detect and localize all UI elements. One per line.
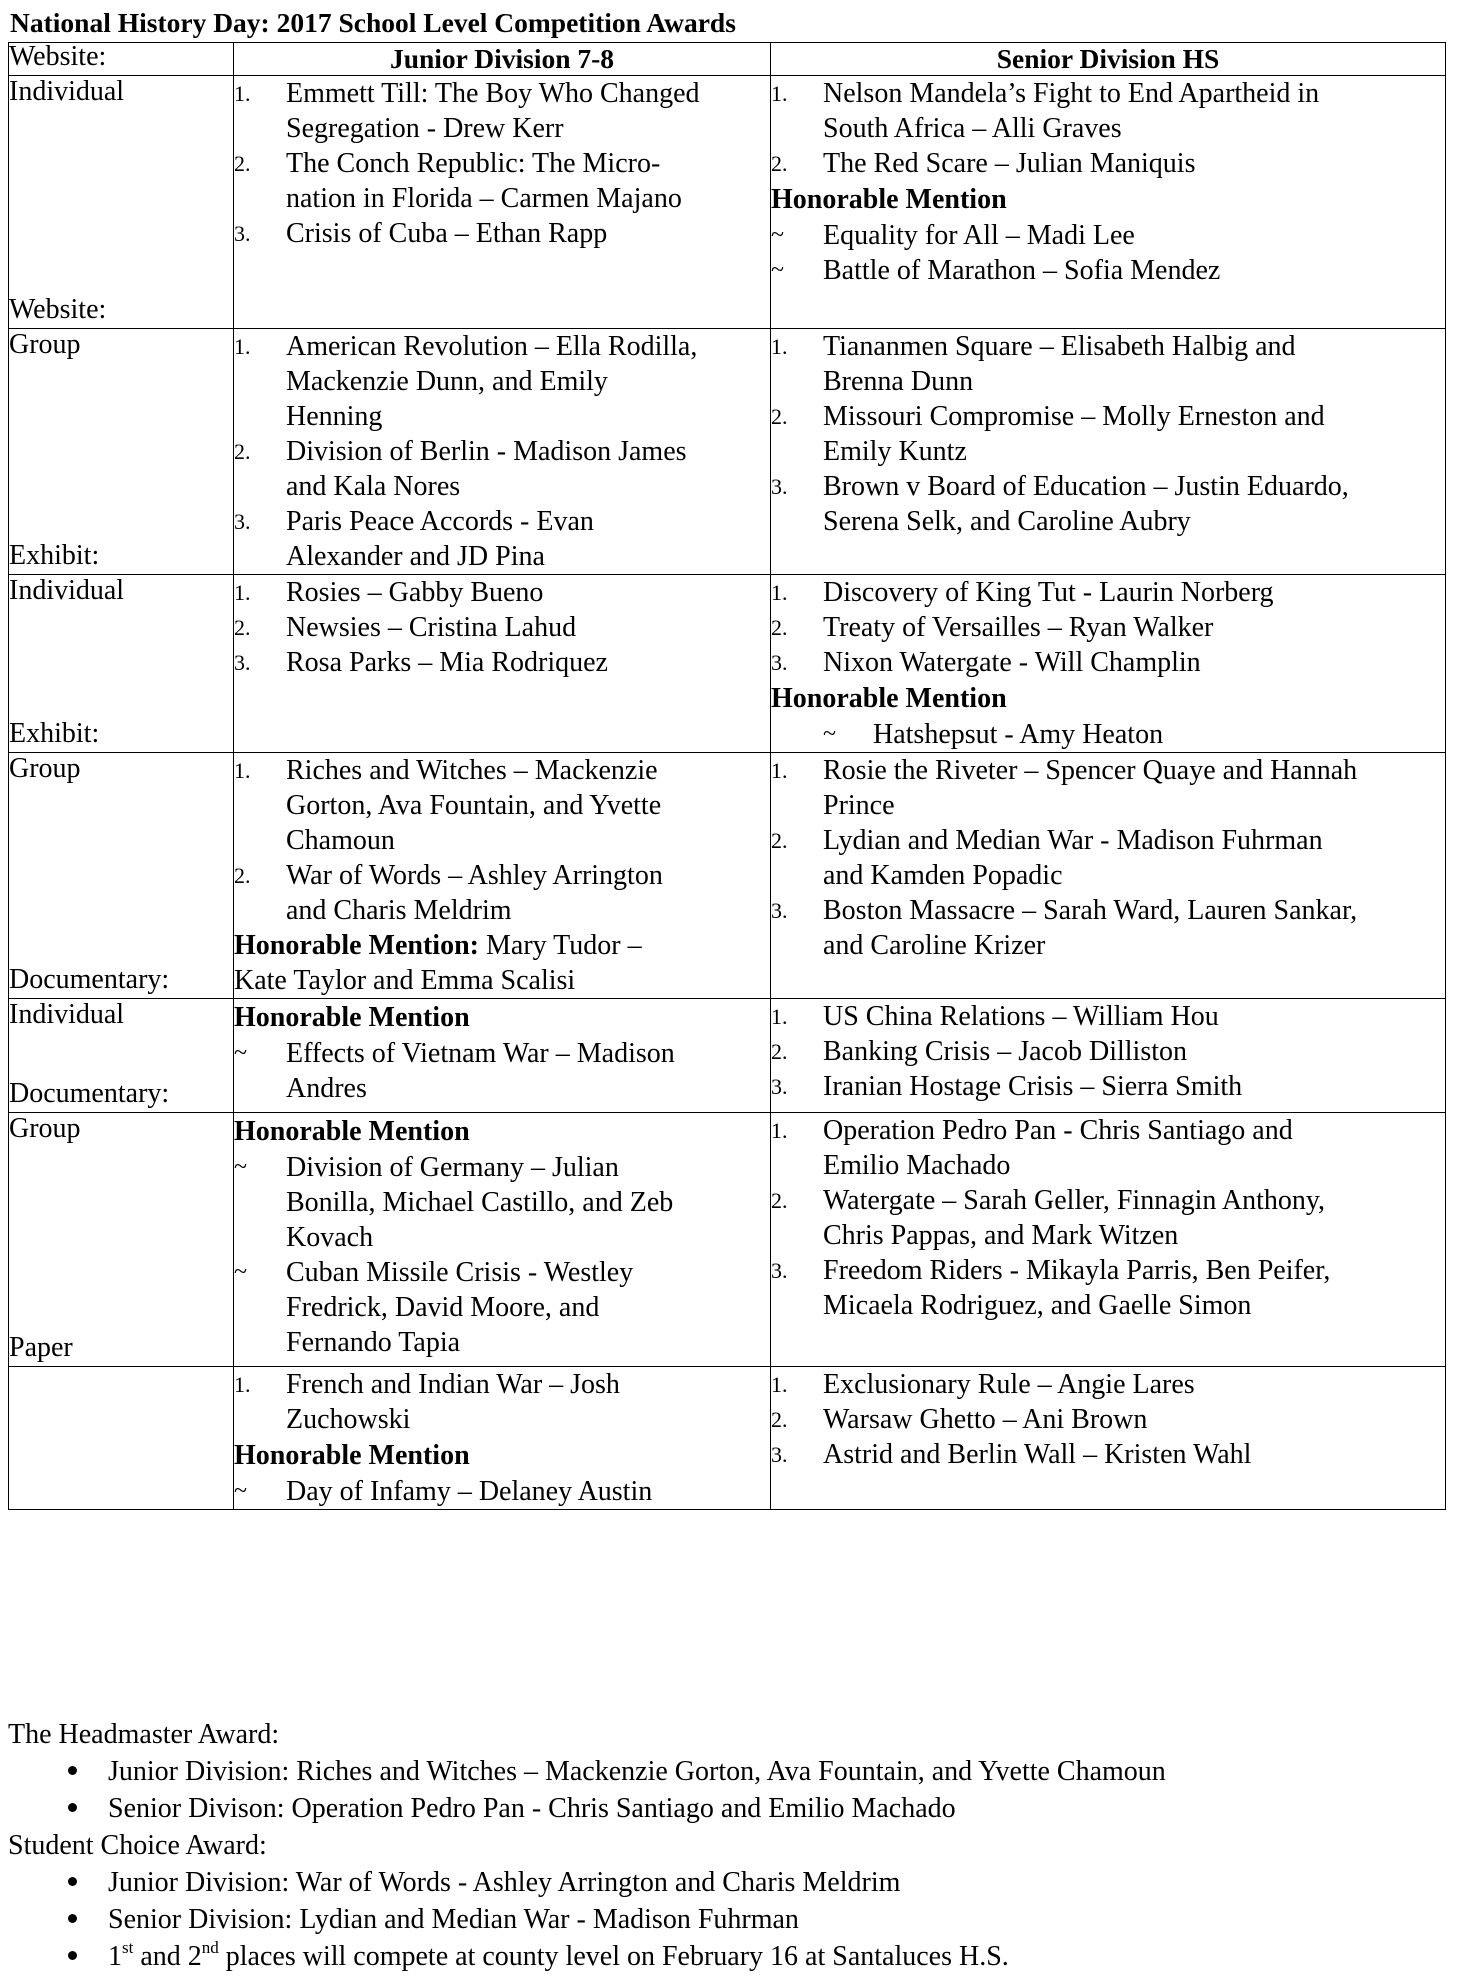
award-entry <box>234 575 770 610</box>
entry-text: Andres <box>286 1073 367 1104</box>
awards-footer <box>8 1716 1438 1975</box>
entry-text: Chris Pappas, and Mark Witzen <box>823 1220 1179 1251</box>
entry-text: Rosa Parks – Mia Rodriquez <box>286 647 608 678</box>
award-entry <box>234 1150 770 1255</box>
category-cell <box>9 1078 234 1367</box>
category-text: Exhibit: <box>9 540 100 571</box>
rank-number: 3. <box>234 221 251 246</box>
rank-number: 2. <box>234 615 251 640</box>
award-entry <box>771 645 1445 680</box>
student-choice-award-senior <box>8 1901 1438 1938</box>
category-text: Exhibit: <box>9 718 100 749</box>
rank-number: 1. <box>771 1004 788 1029</box>
table-row <box>9 76 1446 329</box>
junior-division-header: Junior Division 7-8 <box>234 43 771 76</box>
list-item-text: Senior Division: Lydian and Median War - Madison Fuhrman <box>108 1904 799 1935</box>
category-label <box>9 538 233 608</box>
senior-division-cell <box>771 575 1446 753</box>
entry-text: Operation Pedro Pan - Chris Santiago and <box>823 1115 1293 1146</box>
entry-text: Banking Crisis – Jacob Dilliston <box>823 1036 1187 1067</box>
award-entry <box>771 1069 1445 1104</box>
tilde-marker: ~ <box>823 721 836 747</box>
entry-text: Iranian Hostage Crisis – Sierra Smith <box>823 1071 1243 1102</box>
award-entry <box>771 610 1445 645</box>
award-entry <box>771 1183 1445 1253</box>
student-choice-award-heading: Student Choice Award: <box>8 1830 267 1861</box>
entry-text: Riches and Witches – Mackenzie <box>286 755 658 786</box>
rank-number: 2. <box>771 404 788 429</box>
entry-text: Missouri Compromise – Molly Erneston and <box>823 401 1325 432</box>
entry-text: Nixon Watergate - Will Champlin <box>823 647 1201 678</box>
senior-division-cell <box>771 999 1446 1113</box>
rank-number: 2. <box>771 1188 788 1213</box>
entry-text: Lydian and Median War - Madison Fuhrman <box>823 825 1323 856</box>
senior-division-cell <box>771 329 1446 575</box>
rank-number: 1. <box>771 1118 788 1143</box>
entry-text: Day of Infamy – Delaney Austin <box>286 1476 653 1507</box>
entry-text: Emilio Machado <box>823 1150 1011 1181</box>
senior-division-header: Senior Division HS <box>771 43 1446 76</box>
senior-division-cell <box>771 753 1446 999</box>
tilde-marker: ~ <box>234 1154 247 1180</box>
entry-text: Paris Peace Accords - Evan <box>286 506 594 537</box>
award-entry <box>771 999 1445 1034</box>
category-cell <box>9 41 234 329</box>
entry-text: Hatshepsut - Amy Heaton <box>873 719 1164 750</box>
entry-text: South Africa – Alli Graves <box>823 113 1122 144</box>
category-label <box>9 1076 233 1146</box>
entry-text: Serena Selk, and Caroline Aubry <box>823 506 1191 537</box>
entry-text: Astrid and Berlin Wall – Kristen Wahl <box>823 1439 1252 1470</box>
entry-text: nation in Florida – Carmen Majano <box>286 183 682 214</box>
rank-number: 2. <box>771 828 788 853</box>
entry-text: Equality for All – Madi Lee <box>823 220 1135 251</box>
entry-text: Nelson Mandela’s Fight to End Apartheid in <box>823 78 1320 109</box>
category-label <box>9 292 233 362</box>
rank-number: 1. <box>771 580 788 605</box>
awards-table <box>8 42 1446 1510</box>
award-entry <box>771 1402 1445 1437</box>
honorable-mention-heading: Honorable Mention <box>771 184 1007 215</box>
rank-number: 1. <box>234 81 251 106</box>
category-text: Paper <box>9 1332 73 1363</box>
bullet-icon <box>68 1914 77 1923</box>
tilde-marker: ~ <box>771 222 784 248</box>
award-entry <box>771 1437 1445 1472</box>
entry-text: Mary Tudor – <box>479 930 642 961</box>
entry-text: Discovery of King Tut - Laurin Norberg <box>823 577 1274 608</box>
category-label <box>9 962 233 1032</box>
category-text: Group <box>9 329 81 360</box>
junior-division-cell <box>234 999 771 1113</box>
rank-number: 1. <box>234 580 251 605</box>
rank-number: 1. <box>234 758 251 783</box>
list-item-text: Senior Divison: Operation Pedro Pan - Chris Santiago and Emilio Machado <box>108 1793 956 1824</box>
entry-text: Brenna Dunn <box>823 366 974 397</box>
entry-text: Division of Berlin - Madison James <box>286 436 687 467</box>
rank-number: 3. <box>771 1074 788 1099</box>
entry-text: Gorton, Ava Fountain, and Yvette <box>286 790 662 821</box>
county-competition-note <box>8 1938 1438 1975</box>
table-row <box>9 1113 1446 1367</box>
award-entry <box>234 645 770 680</box>
tilde-marker: ~ <box>771 257 784 283</box>
table-row <box>9 1367 1446 1510</box>
rank-number: 1. <box>234 1372 251 1397</box>
category-text: Website: <box>9 41 107 72</box>
award-entry <box>234 1474 770 1509</box>
category-text: Documentary: <box>9 1078 170 1109</box>
category-text: Individual <box>9 575 125 606</box>
headmaster-award-junior <box>8 1753 1438 1790</box>
page-title: National History Day: 2017 School Level Competition Awards <box>10 7 736 38</box>
award-entry <box>771 218 1445 253</box>
bullet-icon <box>68 1803 77 1812</box>
rank-number: 1. <box>771 1372 788 1397</box>
list-item-text: Junior Division: Riches and Witches – Mackenzie Gorton, Ava Fountain, and Yvette Chamoun <box>108 1756 1166 1787</box>
note-text: 1st and 2nd places will compete at county level on February 16 at Santaluces H.S. <box>108 1938 1009 1972</box>
bullet-icon <box>68 1877 77 1886</box>
award-entry <box>771 893 1445 963</box>
entry-text: Cuban Missile Crisis - Westley <box>286 1257 634 1288</box>
rank-number: 2. <box>771 1407 788 1432</box>
category-label <box>9 716 233 786</box>
award-entry <box>234 504 770 574</box>
award-entry <box>771 753 1445 823</box>
entry-text: Fredrick, David Moore, and <box>286 1292 600 1323</box>
entry-text: Bonilla, Michael Castillo, and Zeb <box>286 1187 674 1218</box>
entry-text: Battle of Marathon – Sofia Mendez <box>823 255 1221 286</box>
award-entry <box>771 253 1445 288</box>
entry-text: Micaela Rodriguez, and Gaelle Simon <box>823 1290 1252 1321</box>
honorable-mention-label: Honorable Mention: <box>234 930 479 961</box>
award-entry <box>234 1036 770 1106</box>
rank-number: 2. <box>771 1039 788 1064</box>
junior-division-cell <box>234 329 771 575</box>
honorable-mention-entry <box>234 928 770 998</box>
award-entry <box>234 610 770 645</box>
category-text: Individual <box>9 999 125 1030</box>
rank-number: 2. <box>234 439 251 464</box>
entry-text: Watergate – Sarah Geller, Finnagin Anthony, <box>823 1185 1326 1216</box>
award-entry <box>771 1367 1445 1402</box>
entry-text: and Kala Nores <box>286 471 461 502</box>
entry-text: The Red Scare – Julian Maniquis <box>823 148 1196 179</box>
entry-text: Zuchowski <box>286 1404 411 1435</box>
rank-number: 1. <box>771 758 788 783</box>
entry-text: War of Words – Ashley Arrington <box>286 860 663 891</box>
rank-number: 3. <box>771 1442 788 1467</box>
award-entry <box>771 76 1445 146</box>
senior-division-cell <box>771 1113 1446 1367</box>
award-entry <box>771 329 1445 399</box>
award-entry <box>234 329 770 434</box>
entry-text: Chamoun <box>286 825 395 856</box>
award-entry <box>771 146 1445 181</box>
award-entry <box>771 575 1445 610</box>
award-entry <box>771 399 1445 469</box>
headmaster-award-senior <box>8 1790 1438 1827</box>
entry-text: The Conch Republic: The Micro- <box>286 148 661 179</box>
award-entry <box>771 717 1445 752</box>
award-entry <box>771 1113 1445 1183</box>
entry-text: Kovach <box>286 1222 374 1253</box>
junior-division-cell <box>234 76 771 329</box>
tilde-marker: ~ <box>234 1478 247 1504</box>
junior-division-cell <box>234 1367 771 1510</box>
senior-division-cell <box>771 76 1446 329</box>
rank-number: 2. <box>771 615 788 640</box>
entry-text: Henning <box>286 401 383 432</box>
rank-number: 2. <box>234 863 251 888</box>
entry-text: and Charis Meldrim <box>286 895 512 926</box>
rank-number: 2. <box>771 151 788 176</box>
entry-text: Division of Germany – Julian <box>286 1152 619 1183</box>
category-label <box>9 1330 233 1365</box>
entry-text: Rosie the Riveter – Spencer Quaye and Hannah <box>823 755 1358 786</box>
award-entry <box>234 434 770 504</box>
entry-text: Tiananmen Square – Elisabeth Halbig and <box>823 331 1296 362</box>
award-entry <box>234 146 770 216</box>
entry-text: Effects of Vietnam War – Madison <box>286 1038 675 1069</box>
senior-division-cell <box>771 1367 1446 1510</box>
rank-number: 1. <box>234 334 251 359</box>
entry-text: Warsaw Ghetto – Ani Brown <box>823 1404 1148 1435</box>
award-entry <box>234 753 770 858</box>
entry-text: Emily Kuntz <box>823 436 967 467</box>
category-cell <box>9 1332 234 1510</box>
bullet-icon <box>68 1951 77 1960</box>
honorable-mention-heading: Honorable Mention <box>234 1116 470 1147</box>
category-text: Group <box>9 1113 81 1144</box>
entry-text: Emmett Till: The Boy Who Changed <box>286 78 700 109</box>
category-text: Documentary: <box>9 964 170 995</box>
rank-number: 3. <box>234 509 251 534</box>
entry-text: Treaty of Versailles – Ryan Walker <box>823 612 1214 643</box>
award-entry <box>771 469 1445 539</box>
entry-text: and Kamden Popadic <box>823 860 1063 891</box>
award-entry <box>771 1034 1445 1069</box>
entry-text: American Revolution – Ella Rodilla, <box>286 331 698 362</box>
entry-text: US China Relations – William Hou <box>823 1001 1219 1032</box>
headmaster-award-heading: The Headmaster Award: <box>8 1719 280 1750</box>
rank-number: 3. <box>771 898 788 923</box>
entry-text: Alexander and JD Pina <box>286 541 545 572</box>
junior-division-cell <box>234 753 771 999</box>
list-item-text: Junior Division: War of Words - Ashley Arrington and Charis Meldrim <box>108 1867 901 1898</box>
entry-text: Boston Massacre – Sarah Ward, Lauren Sankar, <box>823 895 1358 926</box>
honorable-mention-heading: Honorable Mention <box>234 1002 470 1033</box>
rank-number: 1. <box>771 334 788 359</box>
rank-number: 3. <box>771 1258 788 1283</box>
category-label <box>9 39 233 109</box>
rank-number: 2. <box>234 151 251 176</box>
entry-text: Crisis of Cuba – Ethan Rapp <box>286 218 608 249</box>
category-text: Individual <box>9 76 125 107</box>
student-choice-award-junior <box>8 1864 1438 1901</box>
award-entry <box>234 216 770 251</box>
junior-division-cell <box>234 1113 771 1367</box>
rank-number: 3. <box>234 650 251 675</box>
award-entry <box>771 823 1445 893</box>
bullet-icon <box>68 1766 77 1775</box>
award-entry <box>234 1255 770 1360</box>
category-text: Group <box>9 753 81 784</box>
entry-text: Kate Taylor and Emma Scalisi <box>234 965 576 996</box>
award-entry <box>771 1253 1445 1323</box>
category-text: Website: <box>9 294 107 325</box>
entry-text: Prince <box>823 790 895 821</box>
tilde-marker: ~ <box>234 1259 247 1285</box>
rank-number: 3. <box>771 474 788 499</box>
entry-text: and Caroline Krizer <box>823 930 1046 961</box>
honorable-mention-heading: Honorable Mention <box>771 683 1007 714</box>
entry-text: Exclusionary Rule – Angie Lares <box>823 1369 1195 1400</box>
entry-text: Fernando Tapia <box>286 1327 461 1358</box>
entry-text: Rosies – Gabby Bueno <box>286 577 544 608</box>
entry-text: Segregation - Drew Kerr <box>286 113 564 144</box>
entry-text: Freedom Riders - Mikayla Parris, Ben Peifer, <box>823 1255 1331 1286</box>
rank-number: 3. <box>771 650 788 675</box>
award-entry <box>234 1367 770 1437</box>
entry-text: Newsies – Cristina Lahud <box>286 612 577 643</box>
honorable-mention-heading: Honorable Mention <box>234 1440 470 1471</box>
award-entry <box>234 858 770 928</box>
tilde-marker: ~ <box>234 1040 247 1066</box>
award-entry <box>234 76 770 146</box>
junior-division-cell <box>234 575 771 753</box>
entry-text: Mackenzie Dunn, and Emily <box>286 366 608 397</box>
rank-number: 1. <box>771 81 788 106</box>
entry-text: Brown v Board of Education – Justin Eduardo, <box>823 471 1349 502</box>
entry-text: French and Indian War – Josh <box>286 1369 620 1400</box>
